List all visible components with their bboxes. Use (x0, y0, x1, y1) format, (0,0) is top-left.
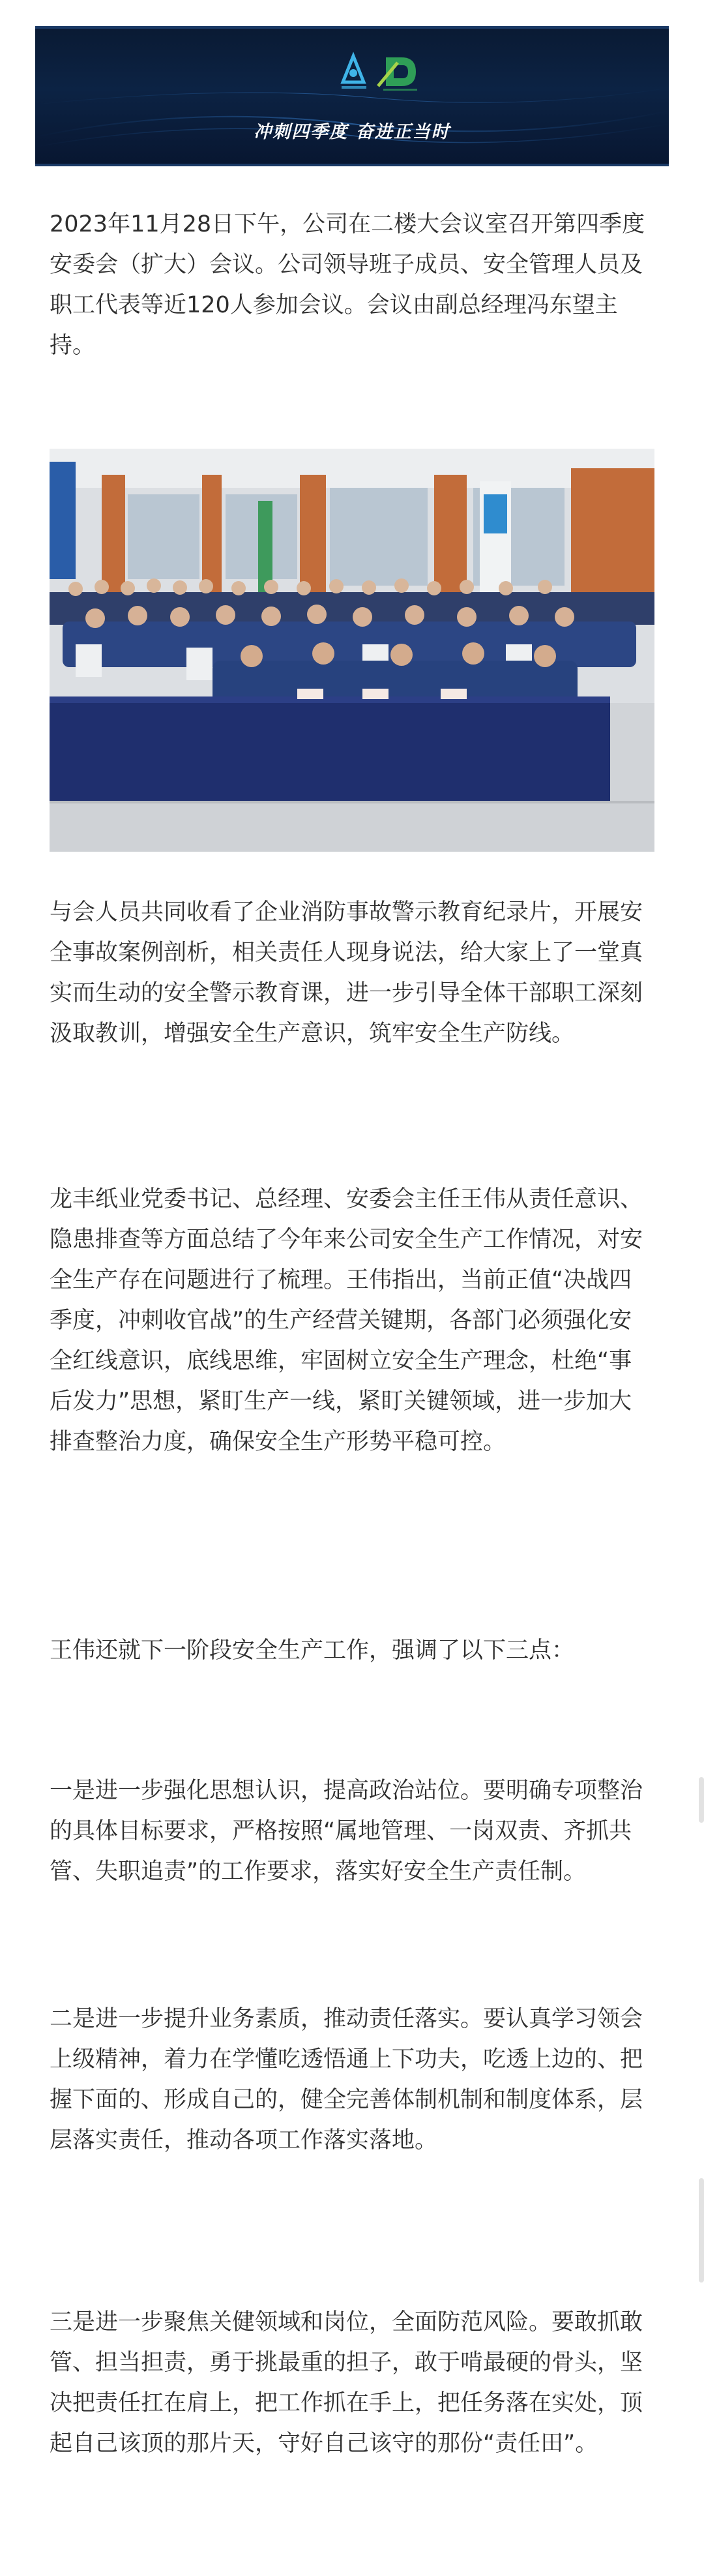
meeting-photo (50, 449, 654, 852)
article-paragraph-2: 与会人员共同收看了企业消防事故警示教育纪录片，开展安全事故案例剖析，相关责任人现身说法，给大家上了一堂真实而生动的安全警示教育课，进一步引导全体干部职工深刻汲取教训，增强安全生产意识，筑牢安全生产防线。 (50, 899, 643, 1047)
article-paragraph-6: 二是进一步提升业务素质，推动责任落实。要认真学习领会上级精神，着力在学懂吃透悟通上下功夫，吃透上边的、把握下面的、形成自己的，健全完善体制机制和制度体系，层层落实责任，推动各项工作落实落地。 (50, 2006, 643, 2153)
banner-slogan: 冲刺四季度 奋进正当时 (254, 122, 450, 142)
article-paragraph-1: 2023年11月28日下午，公司在二楼大会议室召开第四季度安委会（扩大）会议。公司领导班子成员、安全管理人员及职工代表等近120人参加会议。会议由副总经理冯东望主持。 (50, 211, 645, 359)
article-paragraph-7: 三是进一步聚焦关健领域和岗位，全面防范风险。要敢抓敢管、担当担责，勇于挑最重的担子，敢于啃最硬的骨头，坚决把责任扛在肩上，把工作抓在手上，把任务落在实处，顶起自己该顶的那片天，守好自己该守的那份“责任田”。 (50, 2309, 643, 2457)
company-logo-icon (335, 50, 426, 95)
article-paragraph-3: 龙丰纸业党委书记、总经理、安委会主任王伟从责任意识、隐患排查等方面总结了今年来公司安全生产工作情况，对安全生产存在问题进行了梳理。王伟指出，当前正值“决战四季度，冲刺收官战”的生产经营关键期，各部门必须强化安全红线意识，底线思维，牢固树立安全生产理念，杜绝“事后发力”思想，紧盯生产一线，紧盯关键领域，进一步加大排查整治力度，确保安全生产形势平稳可控。 (50, 1186, 643, 1455)
scroll-indicator[interactable] (699, 2178, 704, 2283)
article-paragraph-4: 王伟还就下一阶段安全生产工作，强调了以下三点： (50, 1638, 575, 1664)
article-paragraph-5: 一是进一步强化思想认识，提高政治站位。要明确专项整治的具体目标要求，严格按照“属地管理、一岗双责、齐抓共管、失职追责”的工作要求，落实好安全生产责任制。 (50, 1778, 643, 1885)
header-banner (35, 26, 669, 166)
banner-background-lines (35, 26, 669, 166)
scroll-indicator[interactable] (699, 1777, 704, 1823)
